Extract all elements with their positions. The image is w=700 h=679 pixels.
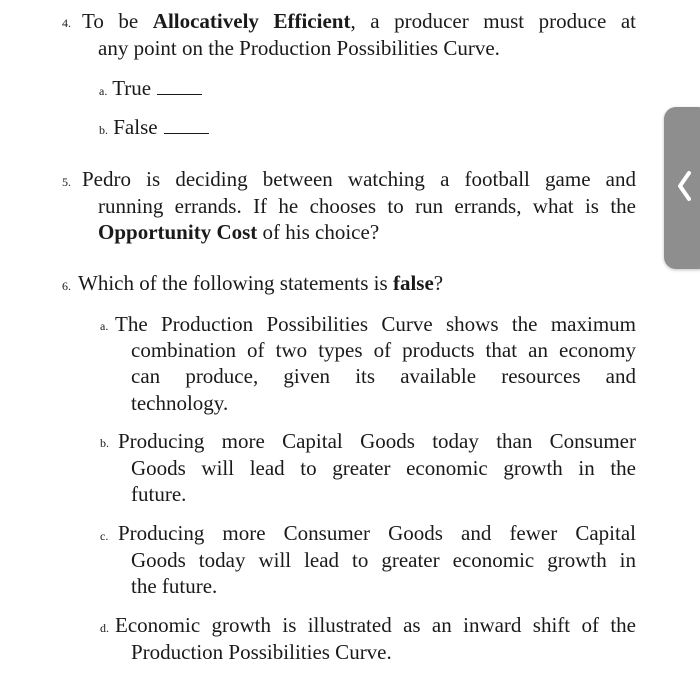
option-text-line: technology. [131,391,229,415]
option-text-line: Economic growth is illustrated as an inward shift of the [115,613,636,637]
option-letter: a. [100,319,109,333]
option-text-line: can produce, given its available resources and [131,364,636,388]
question-number: 5. [62,175,71,189]
emphasis-term: Allocatively Efficient [152,9,351,33]
question-text-line: Pedro is deciding between watching a football game and [82,167,636,191]
option-text: False [113,115,158,139]
option-letter: b. [99,123,108,137]
option-letter: c. [100,529,109,543]
question-text-line: Opportunity Cost of his choice? [98,220,380,244]
option-text-line: the future. [131,574,218,598]
emphasis-term: Opportunity Cost [98,220,258,244]
answer-blank [157,78,202,95]
answer-option-true [99,75,202,104]
chevron-left-icon [676,171,692,201]
option-text-line: Production Possibilities Curve. [131,640,392,664]
option-text-line: Producing more Consumer Goods and fewer Capital [118,521,636,545]
answer-blank [164,117,209,134]
question-text-line: Which of the following statements is false? [78,271,444,295]
option-text: True [112,76,152,100]
answer-option-false [99,114,209,143]
question-number: 6. [62,279,71,293]
option-text-line: The Production Possibilities Curve shows the maximum [115,312,636,336]
question-text-line: running errands. If he chooses to run errands, what is the [98,194,636,218]
question-number: 4. [62,16,71,30]
option-text-line: combination of two types of products that an economy [131,338,636,362]
option-text-line: future. [131,482,187,506]
option-letter: d. [100,621,109,635]
option-letter: b. [100,436,109,450]
question-text-line: any point on the Production Possibilities Curve. [98,36,500,60]
option-text-line: Goods will lead to greater economic growth in the [131,456,636,480]
option-text-line: Producing more Capital Goods today than Consumer [118,429,636,453]
option-text-line: Goods today will lead to greater economic growth in [131,548,636,572]
emphasis-term: false [392,271,434,295]
question-text-line: To be Allocatively Efficient, a producer must produce at [82,9,636,33]
side-panel-tab[interactable] [664,107,700,269]
option-letter: a. [99,84,108,98]
